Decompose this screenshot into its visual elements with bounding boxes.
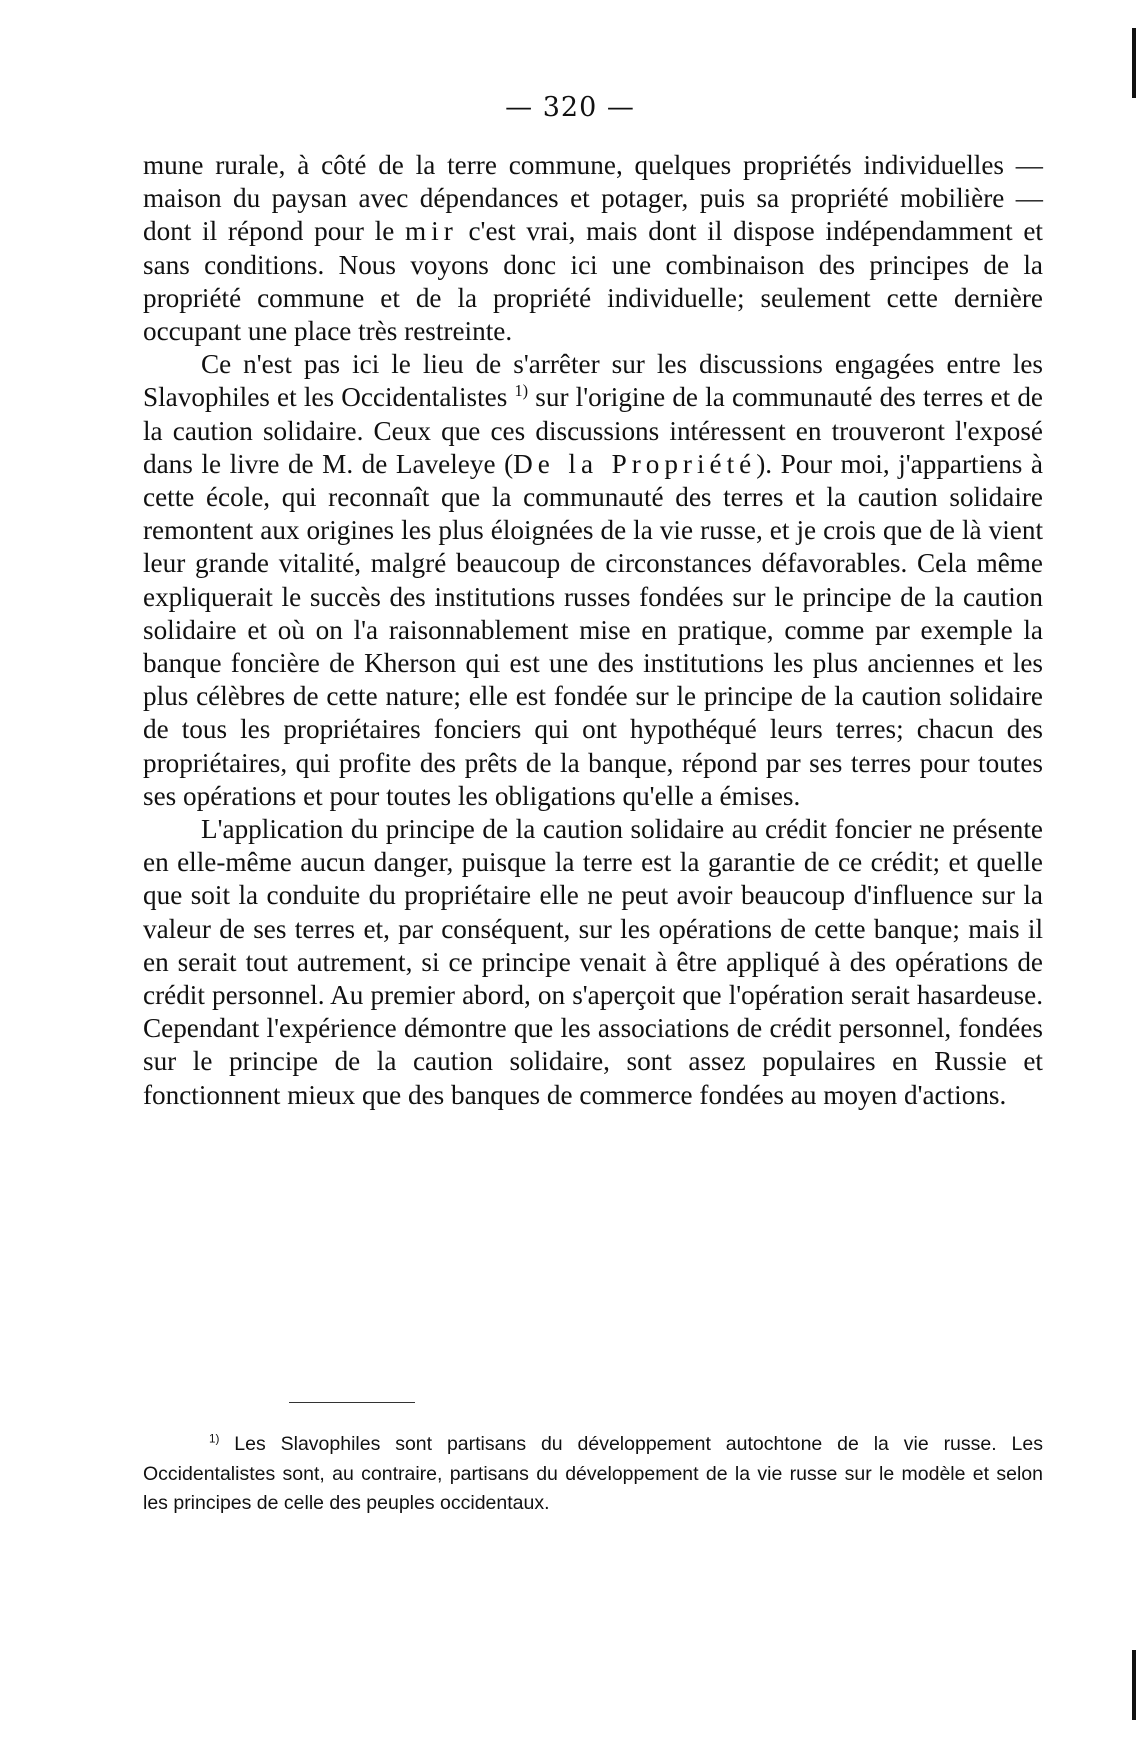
footnote-reference: 1) bbox=[514, 381, 529, 401]
paragraph-2-text-after: ). Pour moi, j'appartiens à cette école, qui reconnaît que la communauté des terres et la caution solidaire remontent aux origines les plus éloignées de la vie russe, et je crois que de là vient leur grande vitalité, malgré beaucoup de circonstances défavorables. Cela même expliquerait le succès des institutions russes fondées sur le principe de la caution solidaire et où on l'a raisonnablement mise en pratique, comme par exemple la banque foncière de Kherson qui est une des institutions les plus anciennes et les plus célèbres de cette nature; elle est fondée sur le principe de la caution solidaire de tous les propriétaires fonciers qui ont hypothéqué leurs terres; chacun des propriétaires, qui profite des prêts de la banque, répond par ses terres pour toutes ses opérations et pour toutes les obligations qu'elle a émises. bbox=[143, 448, 1044, 811]
footnote-marker: 1) bbox=[209, 1432, 220, 1446]
paragraph-2-text-before: Ce n'est pas ici le lieu de s'arrêter sur les discussions engagées entre les Slavophiles et les Occidentalistes bbox=[143, 349, 1043, 413]
paragraph-1-text-before: mune rurale, à côté de la terre commune, quelques propriétés individuelles — maison du paysan avec dépendances et potager, puis sa propriété mobilière — dont il répond pour le bbox=[143, 150, 1043, 247]
paragraph-1 bbox=[143, 149, 1043, 348]
paragraph-1-text-after: c'est vrai, mais dont il dispose indépendamment et sans conditions. Nous voyons donc ici une combinaison des principes de la propriété commune et de la propriété individuelle; seulement cette dernière occupant une place très restreinte. bbox=[143, 216, 1043, 347]
scan-edge bbox=[1126, 0, 1140, 1745]
emphasis-mir: mir bbox=[405, 216, 458, 247]
scan-edge-mark bbox=[1132, 28, 1136, 98]
footnote-1 bbox=[143, 1430, 1043, 1519]
footnote-text: Les Slavophiles sont partisans du développement autochtone de la vie russe. Les Occidentalistes sont, au contraire, partisans du développement de la vie russe sur le modèle et selon les principes de celle des peuples occidentaux. bbox=[143, 1433, 1043, 1514]
scan-edge-mark bbox=[1132, 1650, 1136, 1720]
body-text bbox=[143, 149, 1043, 1112]
paragraph-2-text-middle: sur l'origine de la communauté des terres et de la caution solidaire. Ceux que ces discussions intéressent en trouveront l'exposé dans le livre de M. de Laveleye ( bbox=[143, 382, 1043, 479]
paragraph-3: L'application du principe de la caution solidaire au crédit foncier ne présente en elle-même aucun danger, puisque la terre est la garantie de ce crédit; et quelle que soit la conduite du propriétaire elle ne peut avoir beaucoup d'influence sur la valeur de ses terres et, par conséquent, sur les opérations de cette banque; mais il en serait tout autrement, si ce principe venait à être appliqué à des opérations de crédit personnel. Au premier abord, on s'aperçoit que l'opération serait hasardeuse. Cependant l'expérience démontre que les associations de crédit personnel, fondées sur le principe de la caution solidaire, sont assez populaires en Russie et fonctionnent mieux que des banques de commerce fondées au moyen d'actions. bbox=[143, 814, 1043, 1110]
footnotes bbox=[143, 1430, 1043, 1519]
paragraph-2 bbox=[143, 348, 1043, 813]
footnote-divider bbox=[289, 1402, 415, 1403]
book-title: De la Propriété bbox=[513, 448, 757, 479]
page-number: — 320 — bbox=[505, 92, 635, 123]
